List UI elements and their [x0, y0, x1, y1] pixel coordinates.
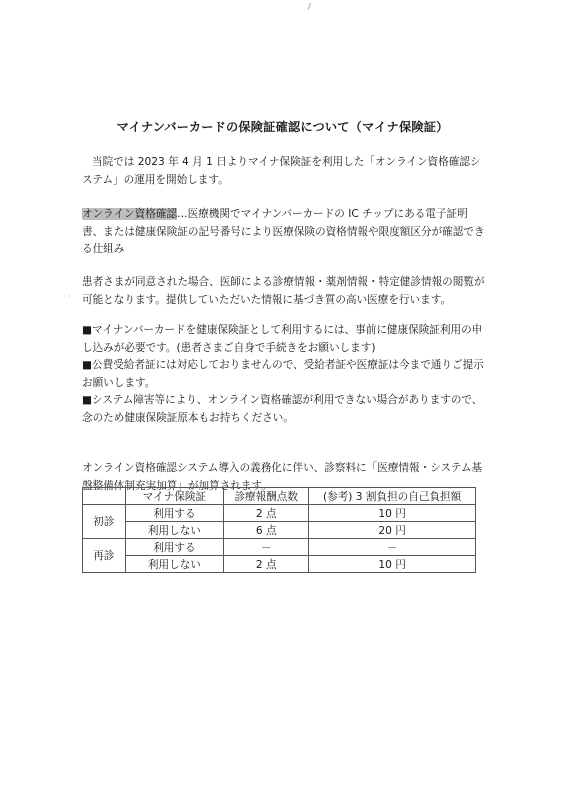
table-row: [83, 556, 476, 573]
table-header-row: [83, 488, 476, 505]
highlighted-term: オンライン資格確認: [82, 208, 178, 220]
definition-paragraph: [82, 206, 487, 259]
table-cell: －: [309, 539, 476, 556]
scan-mark: ·: [68, 292, 71, 301]
table-corner-cell: [83, 488, 126, 505]
notice-item: ■システム障害等により、オンライン資格確認が利用できない場合がありますので、念のため健康保険証原本もお持ちください。: [82, 394, 483, 424]
table-cell: 利用しない: [125, 522, 224, 539]
table-row: [83, 522, 476, 539]
header-cell: 診療報酬点数: [224, 488, 309, 505]
table-cell: 利用する: [125, 505, 224, 522]
notice-list: [82, 322, 487, 427]
table-cell: 20 円: [309, 522, 476, 539]
visit-type-cell: 初診: [83, 505, 126, 539]
table-cell: －: [224, 539, 309, 556]
table-cell: 10 円: [309, 505, 476, 522]
header-cell: マイナ保険証: [125, 488, 224, 505]
table-cell: 2 点: [224, 556, 309, 573]
scan-mark: /: [308, 2, 311, 11]
table-cell: 6 点: [224, 522, 309, 539]
table-row: [83, 539, 476, 556]
fee-intro-paragraph: オンライン資格確認システム導入の義務化に伴い、診察料に「医療情報・システム基盤整備体制充実加算」が加算されます。: [82, 462, 483, 492]
notice-item: ■マイナンバーカードを健康保険証として利用するには、事前に健康保険証利用の申し込みが必要です。(患者さまご自身で手続きをお願いします): [82, 324, 483, 354]
notice-item: ■公費受給者証には対応しておりませんので、受給者証や医療証は今まで通りご提示お願いします。: [82, 359, 484, 389]
consent-paragraph: 患者さまが同意された場合、医師による診療情報・薬剤情報・特定健診情報の閲覧が可能となります。提供していただいた情報に基づき質の高い医療を行います。: [82, 276, 485, 306]
fee-table: [82, 487, 476, 573]
table-cell: 利用しない: [125, 556, 224, 573]
definition-text: …医療機関でマイナンバーカードの IC チップにある電子証明書、または健康保険証の記号番号により医療保険の資格情報や限度額区分が確認できる仕組み: [82, 208, 485, 255]
scan-mark: ˙˙: [345, 406, 353, 415]
table-cell: 10 円: [309, 556, 476, 573]
intro-paragraph: 当院では 2023 年 4 月 1 日よりマイナ保険証を利用した「オンライン資格確認システム」の運用を開始します。: [82, 156, 481, 186]
document-title: マイナンバーカードの保険証確認について（マイナ保険証）: [116, 120, 449, 134]
visit-type-cell: 再診: [83, 539, 126, 573]
header-cell: (参考) 3 割負担の自己負担額: [309, 488, 476, 505]
table-row: [83, 505, 476, 522]
table-cell: 利用する: [125, 539, 224, 556]
table-cell: 2 点: [224, 505, 309, 522]
